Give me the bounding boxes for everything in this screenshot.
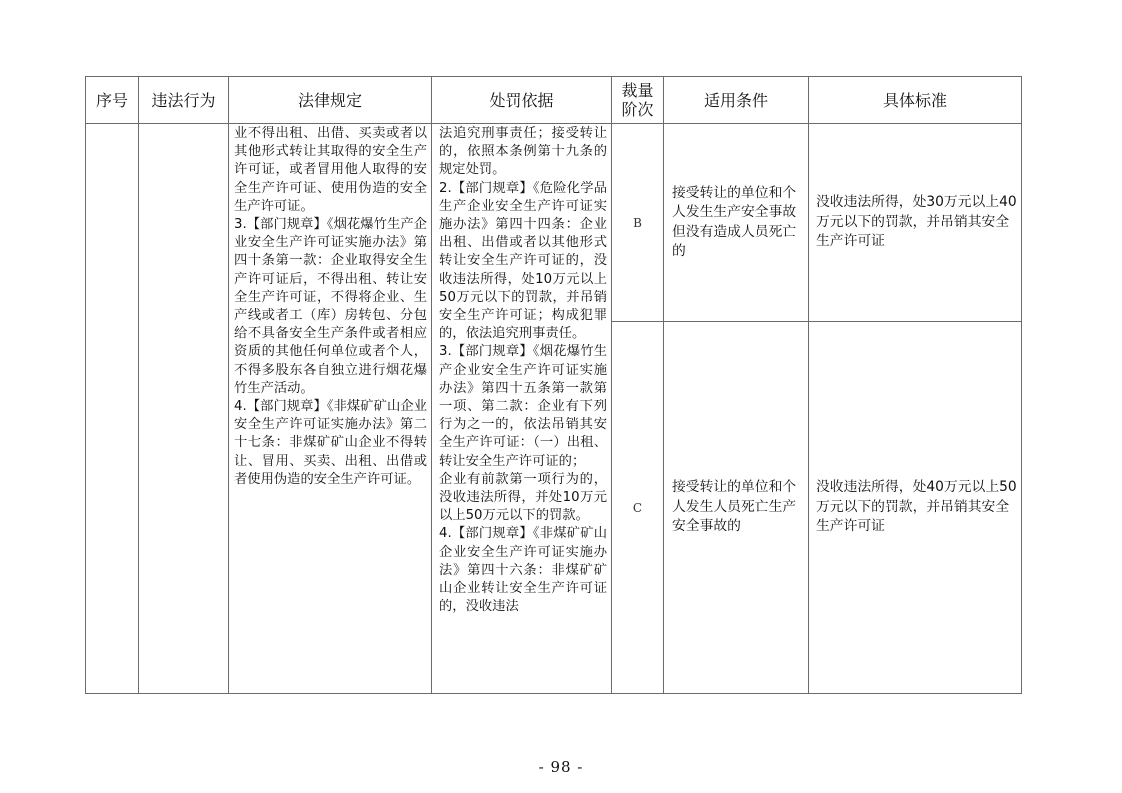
basis-paragraph: 企业有前款第一项行为的，没收违法所得，并处10万元以上50万元以下的罚款。 bbox=[439, 471, 607, 524]
basis-paragraph: 法追究刑事责任；接受转让的，依照本条例第十九条的规定处罚。 bbox=[439, 126, 607, 178]
level-cell-c: C bbox=[612, 322, 664, 694]
standard-cell-b: 没收违法所得，处30万元以上40万元以下的罚款，并吊销其安全生产许可证 bbox=[809, 124, 1022, 322]
seq-cell bbox=[86, 124, 139, 694]
basis-cell bbox=[432, 124, 612, 694]
law-cell bbox=[229, 124, 432, 694]
header-basis: 处罚依据 bbox=[432, 77, 612, 124]
condition-cell-c: 接受转让的单位和个人发生人员死亡生产安全事故的 bbox=[664, 322, 809, 694]
header-condition: 适用条件 bbox=[664, 77, 809, 124]
penalty-table bbox=[85, 76, 1022, 694]
basis-paragraph: 3.【部门规章】《烟花爆竹生产企业安全生产许可证实施办法》第四十五条第一款第一项、第二款：企业有下列行为之一的，依法吊销其安全生产许可证：（一）出租、转让安全生产许可证的； bbox=[439, 344, 607, 469]
basis-paragraph: 2.【部门规章】《危险化学品生产企业安全生产许可证实施办法》第四十四条：企业出租、出借或者以其他形式转让安全生产许可证的，没收违法所得，处10万元以上50万元以下的罚款，并吊销安全生产许可证；构成犯罪的，依法追究刑事责任。 bbox=[439, 180, 607, 342]
act-cell bbox=[139, 124, 229, 694]
condition-cell-b: 接受转让的单位和个人发生生产安全事故但没有造成人员死亡的 bbox=[664, 124, 809, 322]
table-row bbox=[86, 124, 1022, 322]
page-number: - 98 - bbox=[538, 758, 584, 776]
header-act: 违法行为 bbox=[139, 77, 229, 124]
standard-cell-c: 没收违法所得，处40万元以上50万元以下的罚款，并吊销其安全生产许可证 bbox=[809, 322, 1022, 694]
law-paragraph: 3.【部门规章】《烟花爆竹生产企业安全生产许可证实施办法》第四十条第一款：企业取得安全生产许可证后，不得出租、转让安全生产许可证，不得将企业、生产线或者工（库）房转包、分包给不具备安全生产条件或者相应资质的其他任何单位或者个人，不得多股东各自独立进行烟花爆竹生产活动。 bbox=[234, 217, 427, 396]
level-cell-b: B bbox=[612, 124, 664, 322]
header-row bbox=[86, 77, 1022, 124]
law-paragraph: 业不得出租、出借、买卖或者以其他形式转让其取得的安全生产许可证，或者冒用他人取得的安全生产许可证、使用伪造的安全生产许可证。 bbox=[234, 126, 427, 214]
header-standard: 具体标准 bbox=[809, 77, 1022, 124]
header-seq: 序号 bbox=[86, 77, 139, 124]
header-law: 法律规定 bbox=[229, 77, 432, 124]
header-level: 裁量阶次 bbox=[612, 77, 664, 124]
basis-paragraph: 4.【部门规章】《非煤矿矿山企业安全生产许可证实施办法》第四十六条：非煤矿矿山企业转让安全生产许可证的，没收违法 bbox=[439, 526, 607, 615]
law-paragraph: 4.【部门规章】《非煤矿矿山企业安全生产许可证实施办法》第二十七条：非煤矿矿山企业不得转让、冒用、买卖、出租、出借或者使用伪造的安全生产许可证。 bbox=[234, 399, 427, 487]
